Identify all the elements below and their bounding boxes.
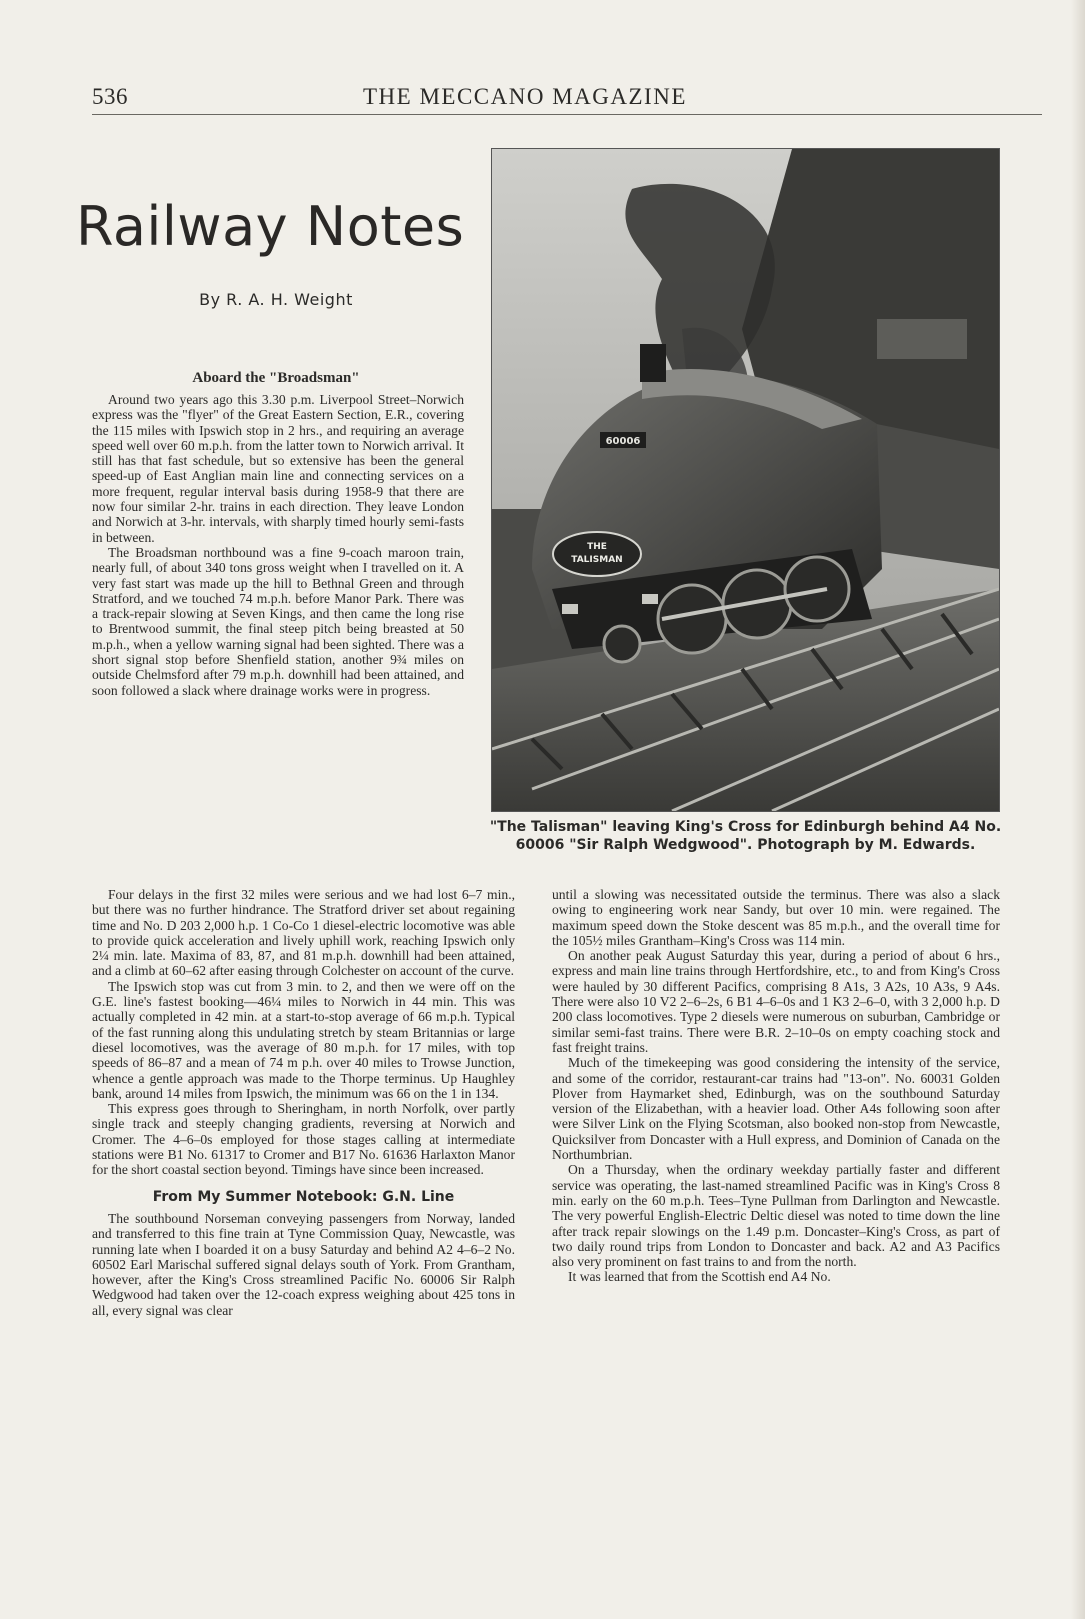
section-heading-broadsman: Aboard the "Broadsman" — [192, 370, 360, 386]
photo-caption: "The Talisman" leaving King's Cross for Edinburgh behind A4 No. 60006 "Sir Ralph Wedgwood". Photograph by M. Edwards. — [489, 819, 1002, 853]
page-edge-shadow — [1071, 0, 1085, 1619]
left-column-upper — [92, 392, 464, 698]
paragraph: The Ipswich stop was cut from 3 min. to 2, and then we were off on the G.E. line's fastest booking—46¼ miles to Norwich in 44 min. This was actually completed in 42 min. at a start-to-stop average of 66 m.p.h. Typical of the fast running along this undulating stretch by steam Britannias or large diesel locomotives, was the average of 80 m.p.h. for 17 miles, with top speeds of 86–87 and a mean of 74 m p.h. over 40 miles to Trowse Junction, whence a gentle approach was made to the Thorpe terminus. Up Haughley bank, around 14 miles from Ipswich, the minimum was 66 on the 1 in 134. — [92, 978, 515, 1101]
running-head: THE MECCANO MAGAZINE — [363, 84, 687, 109]
header-rule — [92, 114, 1042, 115]
page-number: 536 — [92, 84, 128, 109]
paragraph: Four delays in the first 32 miles were serious and we had lost 6–7 min., but there was no further hindrance. The Stratford driver set about regaining time and No. D 203 2,000 h.p. 1 Co-Co 1 diesel-electric locomotive was able to provide quick acceleration and lively uphill work, reaching Ipswich only 2¼ min. late. Maxima of 83, 87, and 81 m.p.h. downhill had been attained, and a climb at 60–62 after easing through Colchester on account of the curve. — [92, 887, 515, 979]
paragraph: It was learned that from the Scottish end A4 No. — [568, 1269, 831, 1285]
article-title: Railway Notes — [76, 195, 465, 258]
smokebox-number: 60006 — [605, 436, 641, 447]
paragraph: until a slowing was necessitated outside the terminus. There was also a slack owing to engineering work near Sandy, but over 10 min. were regained. The maximum speed down the Stoke descent was 85 m.p.h., and the overall time for the 105½ miles Grantham–King's Cross was 114 min. — [552, 887, 1000, 948]
paragraph: The southbound Norseman conveying passengers from Norway, landed and transferred to this fine train at Tyne Commission Quay, Newcastle, was running late when I boarded it on a busy Saturday and behind A2 4–6–2 No. 60502 Earl Marischal suffered signal delays south of York. From Grantham, however, after the King's Cross streamlined Pacific No. 60006 Sir Ralph Wedgwood had taken over the 12-coach express weighing about 425 tons in all, every signal was clear — [92, 1210, 515, 1318]
paragraph: On another peak August Saturday this year, during a period of about 6 hrs., express and main line trains through Hertfordshire, etc., to and from King's Cross were hauled by 30 different Pacifics, comprising 8 A1s, 3 A2s, 10 A3s, 9 A4s. There were also 10 V2 2–6–2s, 6 B1 4–6–0s and 1 K3 2–6–0, with 3 2,000 h.p. D 200 class locomotives. Type 2 diesels were numerous on suburban, Cambridge or similar semi-fast trains. There were B.R. 2–10–0s on empty coaching stock and fast freight trains. — [552, 948, 1000, 1055]
paragraph: On a Thursday, when the ordinary weekday partially faster and different service was operating, the last-named streamlined Pacific was in King's Cross 8 min. early on the 60 m.p.h. Tees–Tyne Pullman from Darlington and Newcastle. The very powerful English-Electric Deltic diesel was noted to time down the line after track repair slowings on the 1.49 p.m. Doncaster–King's Cross, as part of two daily round trips from London to Doncaster and back. A2 and A3 Pacifics also very prominent on fast trains to and from the north. — [552, 1162, 1000, 1270]
paragraph: Around two years ago this 3.30 p.m. Liverpool Street–Norwich express was the "flyer" of the Great Eastern Section, E.R., covering the 115 miles with Ipswich stop in 2 hrs., and requiring an average speed well over 60 m.p.h. from the latter town to Norwich arrival. It still has that fast schedule, but so extensive has been the general speed-up of East Anglian main line and connecting services on a more frequent, regular interval basis during 1958-9 that there are now four similar 2-hr. trains in each direction. They leave London and Norwich at 3-hr. intervals, with sharply timed hourly semi-fasts in between. — [92, 392, 464, 545]
locomotive-photo — [491, 148, 1000, 812]
paragraph: The Broadsman northbound was a fine 9-coach maroon train, nearly full, of about 340 tons gross weight when I travelled on it. A very fast start was made up the hill to Bethnal Green and through Stratford, and we touched 74 m.p.h. before Manor Park. There was a track-repair slowing at Seven Kings, and then came the long rise to Brentwood summit, the final steep pitch being breasted at 50 m.p.h., when a yellow warning signal had been sighted. There was a short signal stop before Shenfield station, another 9¾ miles on outside Chelmsford after 79 m.p.h. downhill had been attained, and soon followed a slack where drainage works were in progress. — [92, 544, 464, 698]
right-column — [552, 887, 1000, 1285]
section-heading-gn-line: From My Summer Notebook: G.N. Line — [152, 1188, 455, 1205]
left-column-lower — [92, 887, 515, 1318]
headboard-line2: TALISMAN — [571, 555, 623, 565]
byline: By R. A. H. Weight — [199, 290, 353, 309]
headboard-line1: THE — [587, 542, 607, 552]
paragraph: This express goes through to Sheringham, in north Norfolk, over partly single track and steeply changing gradients, reversing at Norwich and Cromer. The 4–6–0s employed for those stages calling at intermediate stations were B1 No. 61317 to Cromer and B17 No. 61636 Harlaxton Manor for the short coastal section beyond. Timings have since been increased. — [92, 1101, 515, 1178]
paragraph: Much of the timekeeping was good considering the intensity of the service, and some of the corridor, restaurant-car trains had "13-on". No. 60031 Golden Plover from Haymarket shed, Edinburgh, was on the southbound Saturday version of the Elizabethan, with a heavier load. Other A4s following soon after were Silver Link on the Flying Scotsman, also booked non-stop from Newcastle, Quicksilver from Doncaster with a Hull express, and Dominion of Canada on the Northumbrian. — [552, 1055, 1000, 1163]
